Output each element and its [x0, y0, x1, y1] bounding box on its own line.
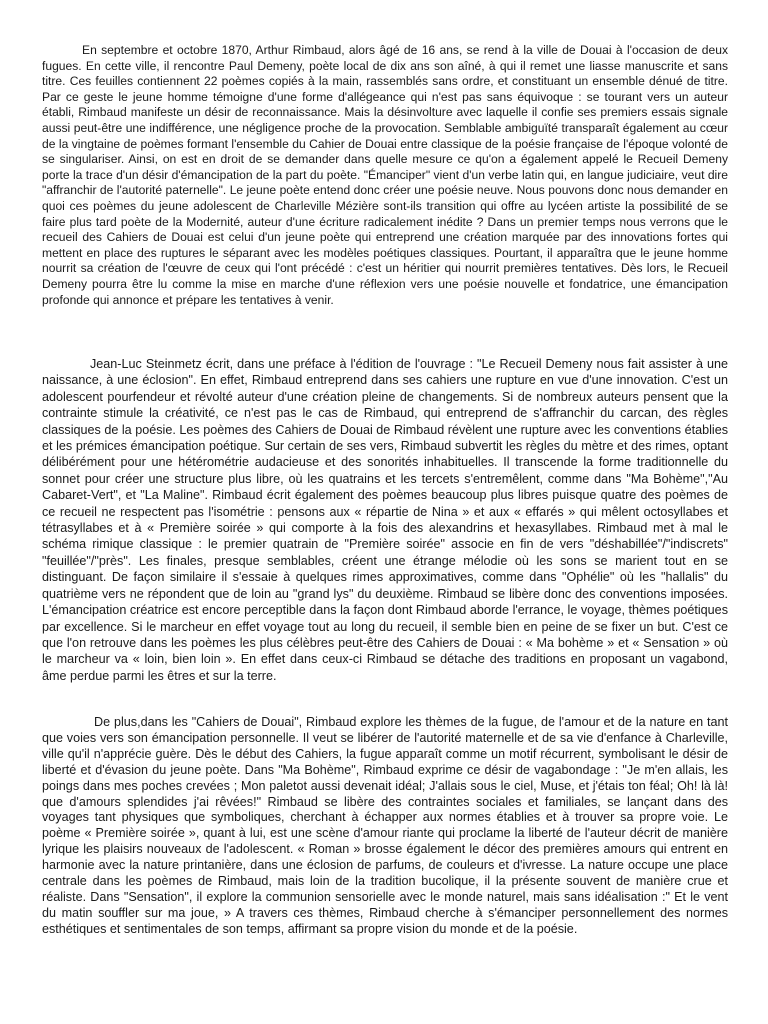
paragraph-rupture — [42, 356, 728, 684]
paragraph-text: Jean-Luc Steinmetz écrit, dans une préface à l'édition de l'ouvrage : "Le Recueil Demeny nous fait assister à une naissance, à une éclosion". En effet, Rimbaud entreprend dans ses cahiers une rupture en vue d'une innovation. C'est un adolescent pourfendeur et révolté auteur d'une création pleine de changements. Si de nombreux auteurs pensent que la contrainte stimule la créativité, ce n'est pas le cas de Rimbaud, qui entreprend de s'affranchir du carcan, des règles classiques de la poésie. Les poèmes des Cahiers de Douai de Rimbaud révèlent une rupture avec les conventions établies et les prémices émancipation poétique. Sur certain de ses vers, Rimbaud subvertit les règles du mètre et des rimes, optant délibérément pour une hétérométrie audacieuse et des sonorités inhabituelles. Il transcende la forme traditionnelle du sonnet pour créer une structure plus libre, où les quatrains et les tercets s'entremêlent, comme dans "Ma Bohème","Au Cabaret-Vert", et "La Maline". Rimbaud écrit également des poèmes beaucoup plus libres puisque quatre des poèmes de ce recueil ne respectent pas l'isométrie : pensons aux « répartie de Nina » et aux « effarés » qui mêlent octosyllabes et tétrasyllabes et à « Première soirée » qui comporte à la fois des alexandrins et hexasyllabes. Rimbaud met à mal le schéma rimique classique : le premier quatrain de "Première soirée" associe en fin de vers "déshabillée"/"indiscrets" "feuillée"/"près". Les finales, presque semblables, créent une étrange mélodie où les sons se marient tout en se distinguant. De façon similaire il s'essaie à quelques rimes approximatives, comme dans "Ophélie" où les "hallalis" du quatrième vers ne répondent que de loin au "grand lys" du deuxième. Rimbaud se libère donc des conventions imposées. L'émancipation créatrice est encore perceptible dans la façon dont Rimbaud aborde l'errance, le voyage, thèmes poétiques par excellence. Si le marcheur en effet voyage tout au long du recueil, il semble bien en peine de se fixer un but. C'est ce que l'on retrouve dans les poèmes les plus célèbres peut-être des Cahiers de Douai : « Ma bohème » et « Sensation » où le marcheur va « loin, bien loin ». En effet dans ceux-ci Rimbaud se détache des traditions en proposant un vagabond, âme perdue parmi les êtres et sur la terre. — [42, 357, 728, 683]
paragraph-introduction — [42, 43, 728, 308]
paragraph-themes — [42, 715, 728, 938]
paragraph-text: De plus,dans les "Cahiers de Douai", Rimbaud explore les thèmes de la fugue, de l'amour et de la nature en tant que voies vers son émancipation personnelle. Il veut se libérer de l'autorité maternelle et de sa vie d'enfance à Charleville, ville qu'il n'apprécie guère. Dès le début des Cahiers, la fugue apparaît comme un motif récurrent, symbolisant le désir de liberté et d'évasion du jeune poète. Dans "Ma Bohème", Rimbaud exprime ce désir de vagabondage : "Je m'en allais, les poings dans mes poches crevées ; Mon paletot aussi devenait idéal; J'allais sous le ciel, Muse, et j'étais ton féal; Oh! là là! que d'amours splendides j'ai rêvées!" Rimbaud se libère des contraintes sociales et familiales, se lançant dans des voyages tant physiques que symboliques, cherchant à échapper aux normes établies et à trouver sa propre voie. Le poème « Première soirée », quant à lui, est une scène d'amour riante qui proclame la liberté de l'auteur décrit de manière lyrique les plaisirs nouveaux de l'adolescent. « Roman » brosse également le décor des premières amours qui entrent en harmonie avec la nature printanière, dans une éclosion de parfums, de couleurs et d'ivresse. La nature occupe une place centrale dans les poèmes de Rimbaud, mais loin de la tradition bucolique, il la présente souvent de manière crue et réaliste. Dans "Sensation", il explore la communion sensorielle avec le monde naturel, mais sans idéalisation :" Et le vent du matin souffler sur ma joue, » A travers ces thèmes, Rimbaud cherche à s'émanciper personnellement des normes esthétiques et sentimentales de son temps, affirmant sa propre vision du monde et de la poésie. — [42, 715, 728, 936]
paragraph-text: En septembre et octobre 1870, Arthur Rimbaud, alors âgé de 16 ans, se rend à la ville de Douai à l'occasion de deux fugues. En cette ville, il rencontre Paul Demeny, poète local de dix ans son aîné, à qui il remet une liasse manuscrite et sans titre. Ces feuilles contiennent 22 poèmes copiés à la main, rassemblés sans ordre, et constituant un ensemble dénué de titre. Par ce geste le jeune homme témoigne d'une forme d'allégeance qui n'est pas sans équivoque : se tourant vers un auteur établi, Rimbaud manifeste un désir de reconnaissance. Mais la désinvolture avec laquelle il confie ses premiers essais signale aussi peut-être une indifférence, une négligence proche de la provocation. Semblable ambiguïté transparaît également au cœur de la vingtaine de poèmes formant l'ensemble du Cahier de Douai entre classique de la poésie française de l'époque volonté de se singulariser. Ainsi, on est en droit de se demander dans quelle mesure ce qu'on a également appelé le Recueil Demeny porte la trace d'un désir d'émancipation de la part du poète. "Émanciper" vient d'un verbe latin qui, en langue judiciaire, veut dire "affranchir de l'autorité paternelle". Le jeune poète entend donc créer une poésie neuve. Nous pouvons donc nous demander en quoi ces poèmes du jeune adolescent de Charleville Mézière sont-ils transition qui offre au lycéen artiste la possibilité de se faire plus tard poète de la Modernité, auteur d'une écriture radicalement inédite ? Dans un premier temps nous verrons que le recueil des Cahiers de Douai est celui d'un jeune poète qui entreprend une création marquée par des innovations fortes qui mettent en place des ruptures le séparant avec les modèles poétiques classiques. Pourtant, il apparaîtra que le jeune homme nourrit sa création de l'œuvre de ceux qui l'ont précédé : c'est un héritier qui nourrit premières tentatives. Dès lors, le Recueil Demeny pourra être lu comme la mise en marche d'une réflexion vers une poésie nouvelle et fondatrice, une émancipation profonde qui annonce et prépare les tentatives à venir. — [42, 43, 728, 307]
